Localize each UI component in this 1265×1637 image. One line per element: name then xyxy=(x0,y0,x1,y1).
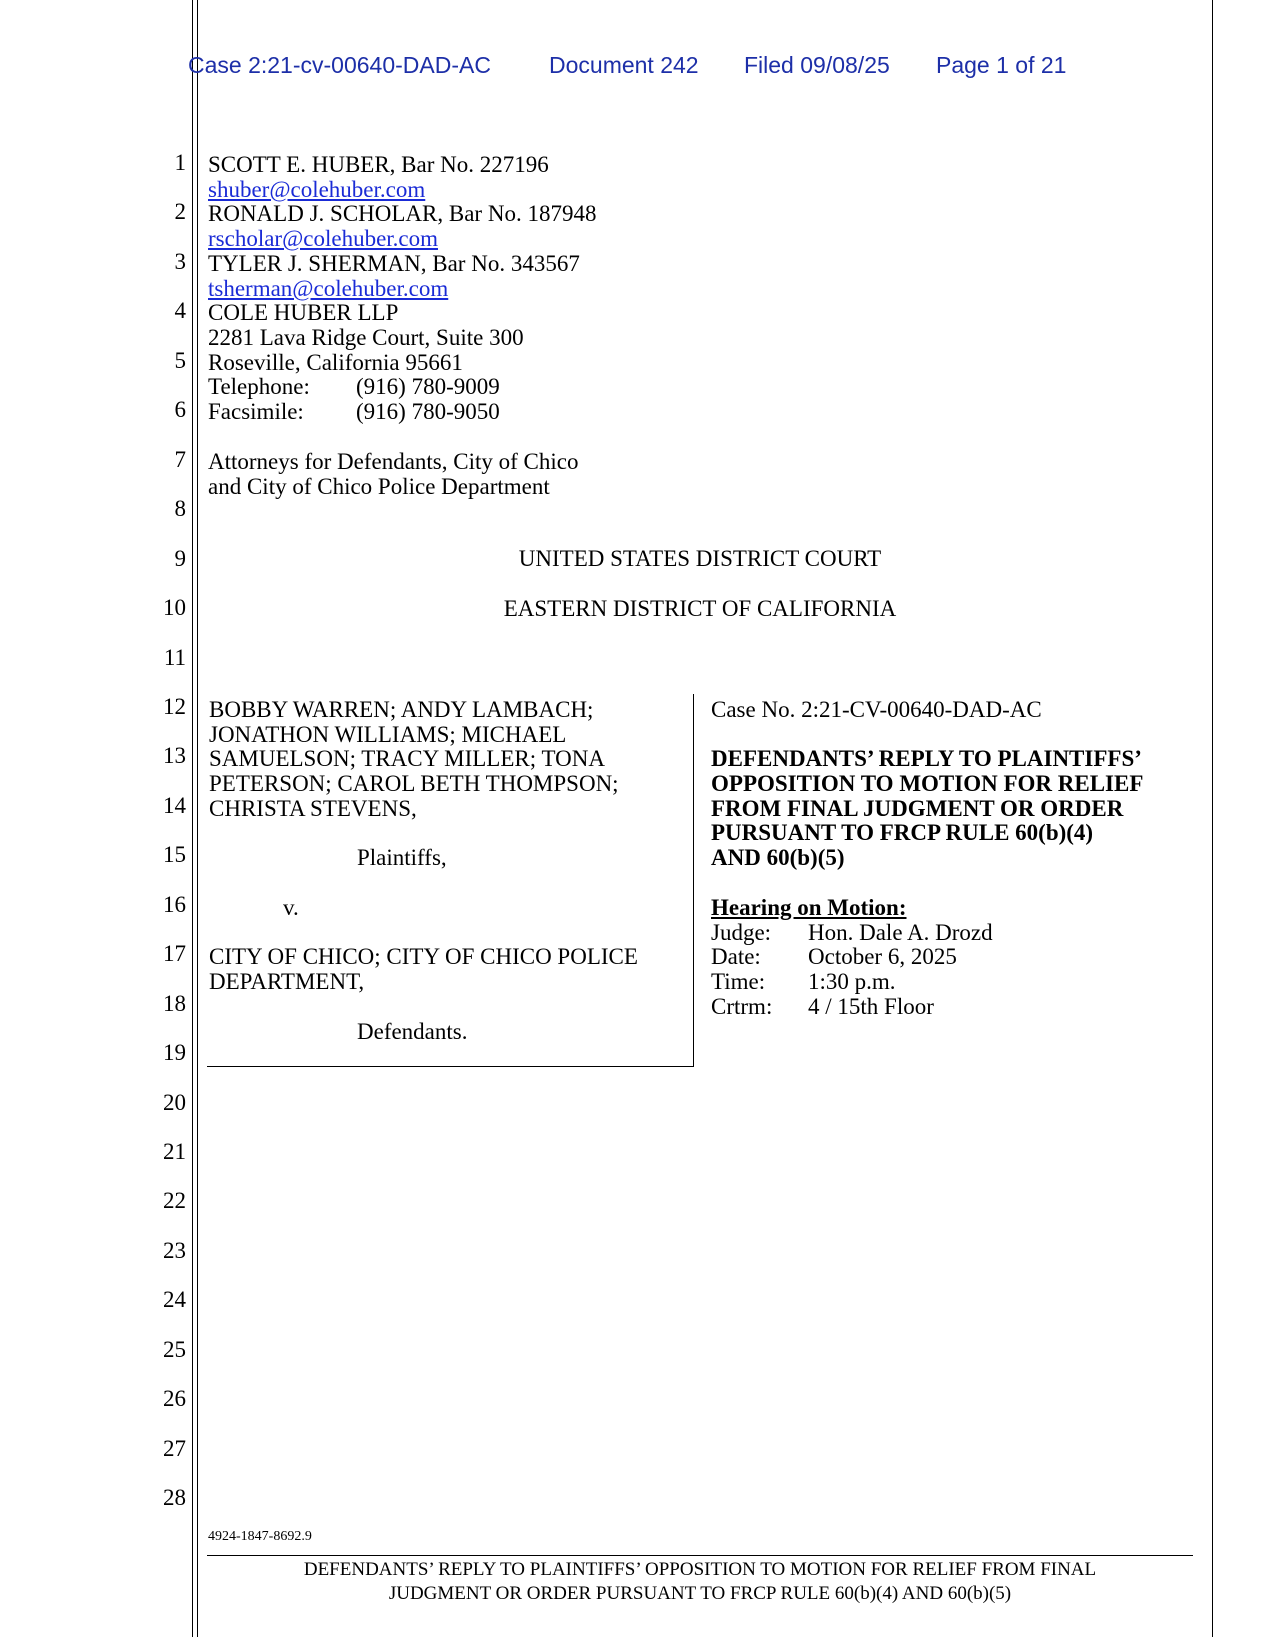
document-title-line: OPPOSITION TO MOTION FOR RELIEF xyxy=(711,771,1144,796)
footer-document-id: 4924-1847-8692.9 xyxy=(208,1529,312,1544)
attorneys-for-line-1: Attorneys for Defendants, City of Chico xyxy=(208,449,579,474)
left-margin-line-outer xyxy=(192,0,193,1637)
firm-address-line-2: Roseville, California 95661 xyxy=(208,350,463,375)
attorney-1-email-link[interactable]: shuber@colehuber.com xyxy=(208,177,426,202)
right-margin-line xyxy=(1212,0,1213,1637)
line-number: 14 xyxy=(163,792,186,818)
time-label: Time: xyxy=(711,969,766,994)
courtroom-label: Crtrm: xyxy=(711,994,773,1019)
line-number: 10 xyxy=(163,595,186,621)
plaintiffs-label: Plaintiffs, xyxy=(357,845,447,870)
line-number: 3 xyxy=(174,248,186,274)
attorney-3-email-link[interactable]: tsherman@colehuber.com xyxy=(208,276,449,301)
footer-title-line-2: JUDGMENT OR ORDER PURSUANT TO FRCP RULE 60(b)(4) AND 60(b)(5) xyxy=(388,1583,1012,1604)
line-number: 22 xyxy=(163,1188,186,1214)
attorneys-for-line-2: and City of Chico Police Department xyxy=(208,474,550,499)
telephone-label: Telephone: xyxy=(208,374,310,399)
judge-value: Hon. Dale A. Drozd xyxy=(808,920,993,945)
firm-address-line-1: 2281 Lava Ridge Court, Suite 300 xyxy=(208,325,524,350)
line-number: 12 xyxy=(163,693,186,719)
facsimile-label: Facsimile: xyxy=(208,399,304,424)
line-number: 23 xyxy=(163,1237,186,1263)
line-number: 5 xyxy=(174,347,186,373)
line-number: 27 xyxy=(163,1435,186,1461)
hearing-heading: Hearing on Motion: xyxy=(711,895,907,920)
left-margin-line-inner xyxy=(197,0,198,1637)
line-number: 19 xyxy=(163,1040,186,1066)
footer-rule xyxy=(207,1555,1193,1556)
line-number: 2 xyxy=(174,199,186,225)
line-number: 13 xyxy=(163,743,186,769)
plaintiffs-line: SAMUELSON; TRACY MILLER; TONA xyxy=(209,746,605,771)
line-number: 8 xyxy=(174,496,186,522)
footer-title-line-1: DEFENDANTS’ REPLY TO PLAINTIFFS’ OPPOSITION TO MOTION FOR RELIEF FROM FINAL xyxy=(303,1559,1097,1580)
line-number: 7 xyxy=(174,446,186,472)
document-title-line: PURSUANT TO FRCP RULE 60(b)(4) xyxy=(711,820,1094,845)
line-number: 28 xyxy=(163,1485,186,1511)
header-page-count: Page 1 of 21 xyxy=(936,52,1067,78)
line-number: 9 xyxy=(174,545,186,571)
attorney-2-name: RONALD J. SCHOLAR, Bar No. 187948 xyxy=(208,201,597,226)
firm-name: COLE HUBER LLP xyxy=(208,300,399,325)
line-number: 24 xyxy=(163,1287,186,1313)
time-value: 1:30 p.m. xyxy=(808,969,896,994)
attorney-3-name: TYLER J. SHERMAN, Bar No. 343567 xyxy=(208,251,580,276)
court-district: EASTERN DISTRICT OF CALIFORNIA xyxy=(503,596,897,621)
document-title-line: DEFENDANTS’ REPLY TO PLAINTIFFS’ xyxy=(711,746,1142,771)
header-case-number: Case 2:21-cv-00640-DAD-AC xyxy=(188,52,491,78)
attorney-2-email-link[interactable]: rscholar@colehuber.com xyxy=(208,226,439,251)
line-number: 17 xyxy=(163,941,186,967)
courtroom-value: 4 / 15th Floor xyxy=(808,994,934,1019)
date-value: October 6, 2025 xyxy=(808,944,957,969)
case-number: Case No. 2:21-CV-00640-DAD-AC xyxy=(711,697,1042,722)
defendants-label: Defendants. xyxy=(357,1019,468,1044)
plaintiffs-line: CHRISTA STEVENS, xyxy=(209,796,417,821)
line-number: 4 xyxy=(174,298,186,324)
line-number: 21 xyxy=(163,1139,186,1164)
document-title-line: AND 60(b)(5) xyxy=(711,845,845,870)
plaintiffs-line: BOBBY WARREN; ANDY LAMBACH; xyxy=(209,697,594,722)
header-document-number: Document 242 xyxy=(549,52,699,78)
line-number: 25 xyxy=(163,1336,186,1362)
plaintiffs-line: JONATHON WILLIAMS; MICHAEL xyxy=(209,722,567,747)
line-number: 15 xyxy=(163,842,186,868)
versus: v. xyxy=(283,895,299,920)
line-number: 1 xyxy=(174,150,186,175)
defendants-line: DEPARTMENT, xyxy=(209,969,365,994)
judge-label: Judge: xyxy=(711,920,772,945)
header-filed-date: Filed 09/08/25 xyxy=(744,52,890,78)
line-number: 6 xyxy=(174,397,186,423)
line-number: 16 xyxy=(163,891,186,917)
court-name: UNITED STATES DISTRICT COURT xyxy=(518,546,882,571)
defendants-line: CITY OF CHICO; CITY OF CHICO POLICE xyxy=(209,944,638,969)
document-title-line: FROM FINAL JUDGMENT OR ORDER xyxy=(711,796,1124,821)
plaintiffs-line: PETERSON; CAROL BETH THOMPSON; xyxy=(209,771,619,796)
date-label: Date: xyxy=(711,944,761,969)
line-number: 20 xyxy=(163,1089,186,1115)
line-number: 18 xyxy=(163,990,186,1016)
attorney-1-name: SCOTT E. HUBER, Bar No. 227196 xyxy=(208,152,549,177)
line-number: 26 xyxy=(163,1386,186,1412)
facsimile-value: (916) 780-9050 xyxy=(356,399,500,424)
line-number: 11 xyxy=(163,644,186,670)
telephone-value: (916) 780-9009 xyxy=(356,374,500,399)
